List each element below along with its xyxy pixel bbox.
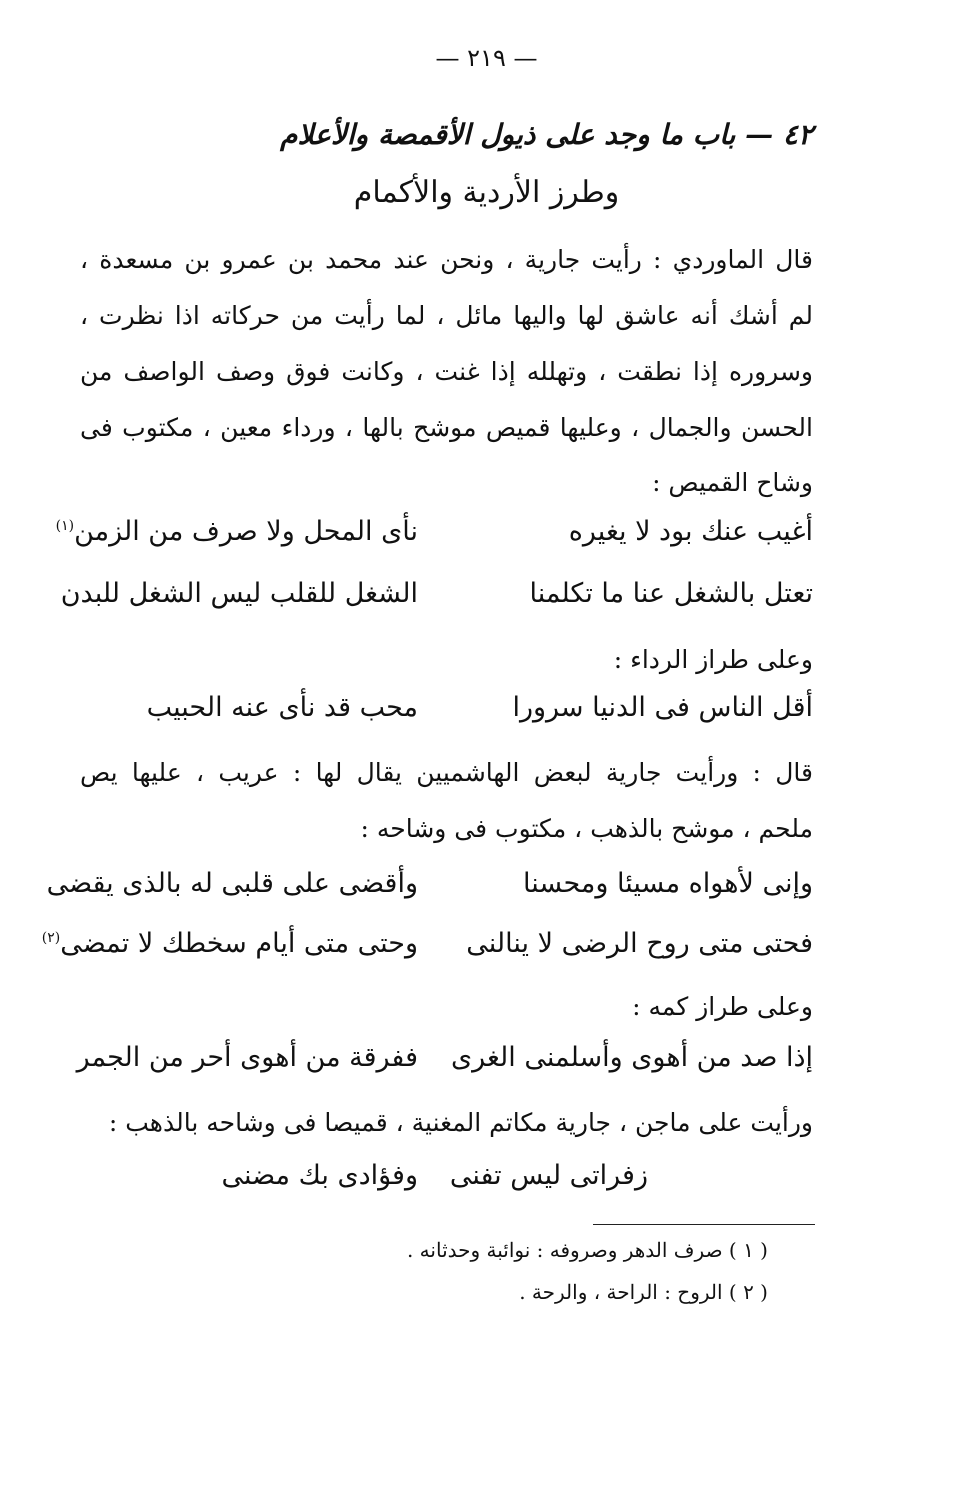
paragraph-line: الحسن والجمال ، وعليها قميص موشح بالها ، ورداء معين ، مكتوب فى [80, 413, 813, 442]
verse-hemistich: محب قد نأى عنه الحبيب [146, 692, 418, 723]
footnote-separator [593, 1224, 815, 1225]
paragraph-line: ملحم ، موشح بالذهب ، مكتوب فى وشاحه : [360, 814, 813, 843]
verse-text: فحتى متى روح الرضى لا ينالنى [466, 928, 813, 959]
paragraph-line: لم أشك أنه عاشق لها واليها مائل ، لما رأيت من حركاته اذا نظرت ، [80, 301, 813, 330]
paragraph-line: قال الماوردي : رأيت جارية ، ونحن عند محمد بن عمرو بن مسعدة ، [80, 245, 813, 274]
verse-text: وأقضى على قلبى له بالذى يقضى [46, 868, 418, 899]
verse-hemistich: زفراتى ليس تفنى [449, 1160, 648, 1191]
verse-hemistich: وفؤادى بك مضنى [221, 1160, 418, 1191]
page-number: — ٢١٩ — [435, 44, 538, 72]
verse-hemistich: أقل الناس فى الدنيا سرورا [512, 692, 813, 723]
footnote-marker: (٢) [41, 930, 61, 946]
footnote: ( ٢ ) الروح : الراحة ، والرحة . [519, 1280, 768, 1304]
verse-hemistich: ففرقة من أهوى أحر من الجمر [76, 1042, 418, 1073]
verse-hemistich [56, 516, 418, 547]
paragraph-line: ورأيت على ماجن ، جارية مكاتم المغنية ، قميصا فى وشاحه بالذهب : [108, 1108, 813, 1137]
paragraph-line: وسروره إذا نطقت ، وتهلله إذا غنت ، وكانت فوق وصف الواصف من [80, 357, 813, 386]
verse-hemistich [523, 868, 813, 899]
verse-text: تعتل بالشغل عنا ما تكلمنا [529, 578, 813, 609]
footnote-marker: (١) [55, 518, 75, 534]
chapter-title: ٤٢ — باب ما وجد على ذيول الأقمصة والأعلام [280, 118, 813, 151]
verse-text: وإنى لأهواه مسيئا ومحسنا [523, 868, 813, 899]
chapter-subtitle: وطرز الأردية والأكمام [353, 175, 620, 210]
verse-hemistich [47, 868, 418, 899]
verse-text: وحتى متى أيام سخطك لا تمضى [60, 928, 418, 959]
footnote: ( ١ ) صرف الدهر وصروفه : نوائبة وحدثانه . [406, 1238, 768, 1262]
verse-text: نأى المحل ولا صرف من الزمن [74, 516, 418, 547]
verse-hemistich: إذا صد من أهوى وأسلمنى الغرى [450, 1042, 813, 1073]
sleeve-intro: وعلى طراز كمه : [632, 992, 813, 1021]
paragraph-line: وشاح القميص : [652, 468, 813, 497]
verse-hemistich [569, 516, 813, 547]
verse-hemistich [466, 928, 813, 959]
cloak-intro: وعلى طراز الرداء : [613, 645, 813, 674]
verse-hemistich [42, 928, 418, 959]
verse-text: الشغل للقلب ليس الشغل للبدن [60, 578, 418, 609]
verse-hemistich [61, 578, 418, 609]
verse-text: أغيب عنك بود لا يغيره [568, 516, 813, 547]
paragraph-line: قال : ورأيت جارية لبعض الهاشميين يقال لها : عريب ، عليها يص [80, 758, 813, 787]
verse-hemistich [529, 578, 813, 609]
